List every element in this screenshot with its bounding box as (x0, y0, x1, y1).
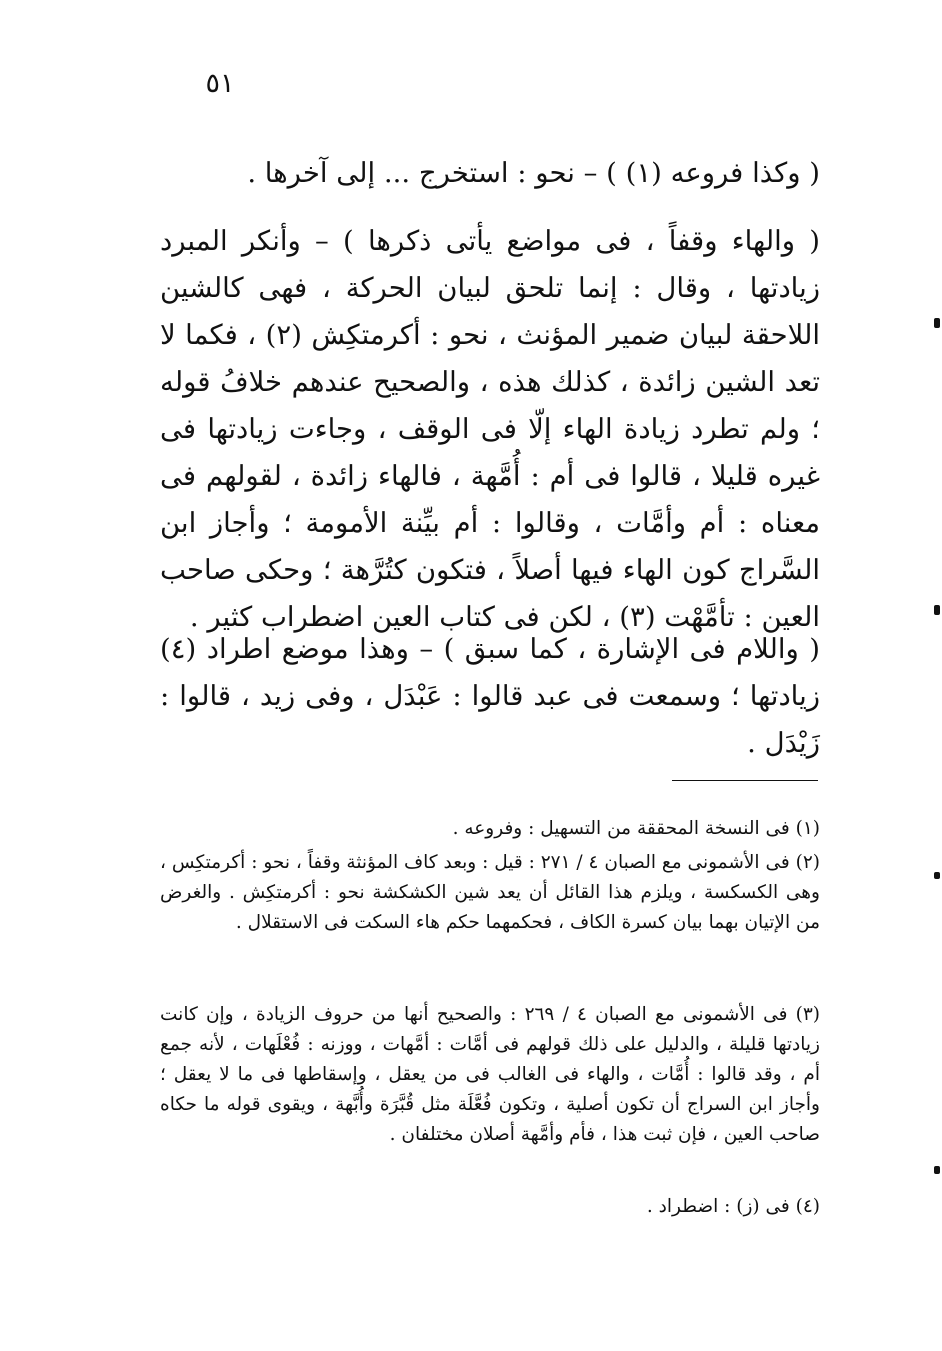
paragraph-1: ( وكذا فروعه (١) ) – نحو : استخرج ... إلى آخرها . (247, 157, 820, 189)
scan-mark (934, 318, 940, 328)
scan-mark (934, 872, 940, 879)
footnote-1: (١) فى النسخة المحققة من التسهيل : وفروعه . (452, 818, 820, 839)
paragraph-3: ( واللام فى الإشارة ، كما سبق ) – وهذا موضع اطراد (٤) زيادتها ؛ وسمعت فى عبد قالوا : عَبْدَل ، وفى زيد ، قالوا : زَيْدَل . (160, 633, 820, 759)
footnote-separator (672, 780, 818, 781)
footnote-4: (٤) فى (ز) : اضطراد . (646, 1196, 820, 1217)
page-number: ٥١ (205, 68, 235, 99)
paragraph-2: ( والهاء وقفاً ، فى مواضع يأتى ذكرها ) – وأنكر المبرد زيادتها ، وقال : إنما تلحق لبيان الحركة ، فهى كالشين اللاحقة لبيان ضمير المؤنث ، نحو : أكرمتكِش (٢) ، فكما لا تعد الشين زائدة ، كذلك هذه ، والصحيح عندهم خلافُ قوله ؛ ولم تطرد زيادة الهاء إلّا فى الوقف ، وجاءت زيادتها فى غيره قليلا ، قالوا فى أم : أُمَّهة ، فالهاء زائدة ، لقولهم فى معناه : أم وأمَّات ، وقالوا : أم بيِّنة الأمومة ؛ وأجاز ابن السَّراج كون الهاء فيها أصلاً ، فتكون كتُرَّهة ؛ وحكى صاحب العين : تأمَّهْت (٣) ، لكن فى كتاب العين اضطراب كثير . (160, 225, 820, 633)
footnote-3: (٣) فى الأشمونى مع الصبان ٤ / ٢٦٩ : والصحيح أنها من حروف الزيادة ، وإن كانت زيادتها قليلة ، والدليل على ذلك قولهم فى أمَّات : أمَّهات ، ووزنه : فُعْلَهات ، لأنه جمع أم ، وقد قالوا : أُمَّات ، والهاء فى الغالب فى من يعقل ، وإسقاطها فى ما لا يعقل ؛ وأجاز ابن السراج أن تكون أصلية ، وتكون فُعَّلَة مثل قُبَّرَة وأُبَّهة ، ويقوى قوله ما حكاه صاحب العين ، فإن ثبت هذا ، فأم وأمَّهة أصلان مختلفان . (160, 1004, 820, 1145)
scan-mark (934, 1166, 940, 1174)
footnote-2: (٢) فى الأشمونى مع الصبان ٤ / ٢٧١ : قيل : وبعد كاف المؤنثة وقفاً ، نحو : أكرمتكِس ، وهى الكسكسة ، ويلزم هذا القائل أن يعد شين الكشكشة نحو : أكرمتكِش . والغرض من الإتيان بهما بيان كسرة الكاف ، فحكمهما حكم هاء السكت فى الاستقلال . (160, 852, 820, 933)
scan-mark (934, 605, 940, 615)
